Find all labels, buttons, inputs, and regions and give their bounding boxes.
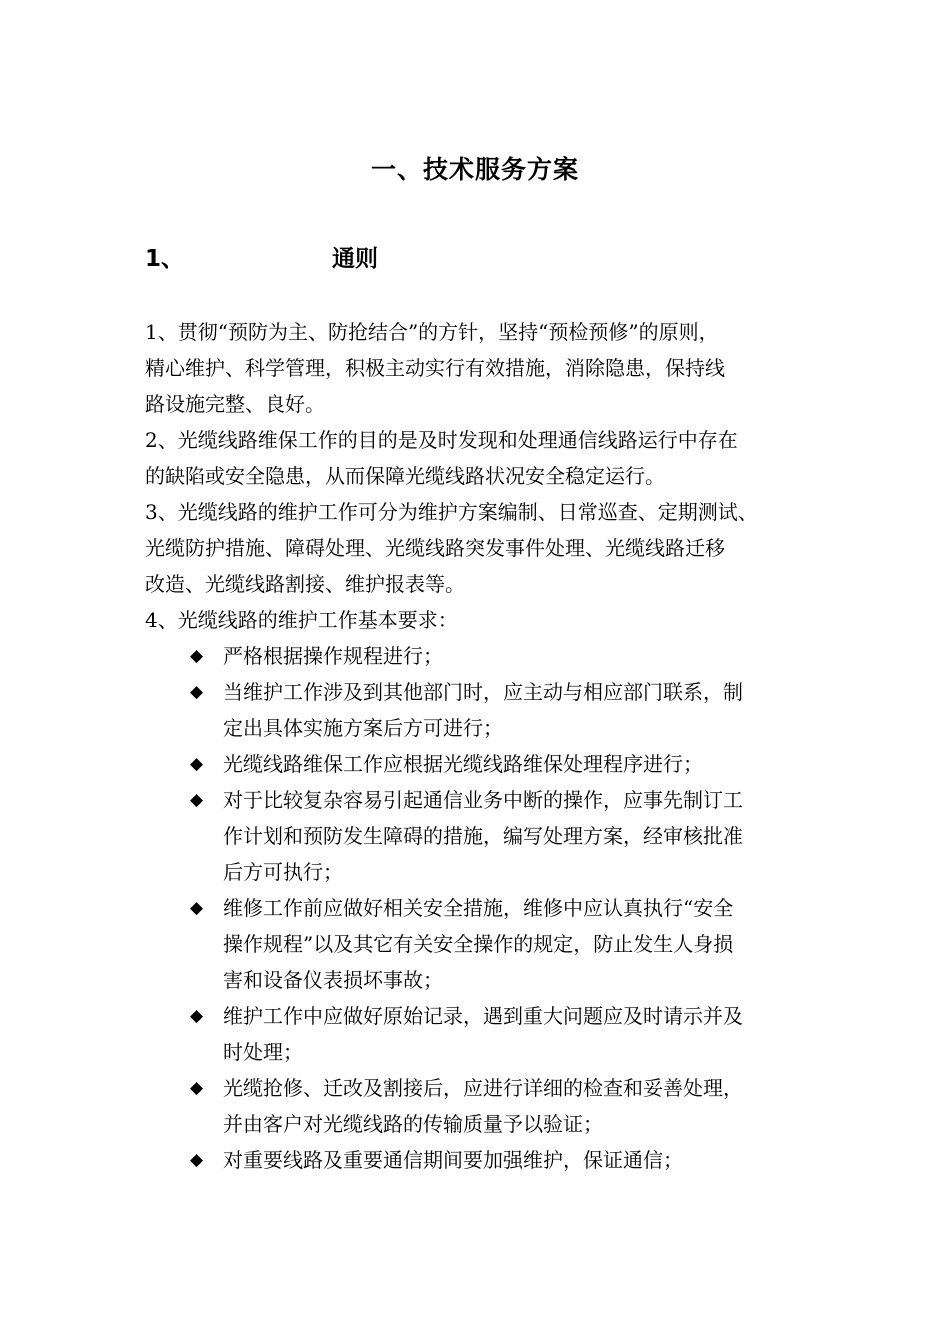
diamond-bullet-icon: ◆ <box>190 1006 204 1026</box>
document-title: 一、技术服务方案 <box>370 155 579 184</box>
list-item <box>190 1070 815 1142</box>
list-item <box>190 890 815 998</box>
paragraph-1 <box>145 314 825 422</box>
diamond-bullet-icon: ◆ <box>190 898 204 918</box>
list-item-line: 害和设备仪表损坏事故； <box>223 968 443 992</box>
list-item-line: 作计划和预防发生障碍的措施，编写处理方案，经审核批准 <box>223 824 743 848</box>
diamond-bullet-icon: ◆ <box>190 1078 204 1098</box>
section-number: 1、 <box>145 246 185 272</box>
list-item-line: 维护工作中应做好原始记录，遇到重大问题应及时请示并及 <box>223 1004 743 1028</box>
paragraph-line: 改造、光缆线路割接、维护报表等。 <box>145 572 465 596</box>
diamond-bullet-icon: ◆ <box>190 790 204 810</box>
document-body <box>145 314 825 1178</box>
list-item-line: 维修工作前应做好相关安全措施，维修中应认真执行“安全 <box>223 896 734 920</box>
paragraph-line: 路设施完整、良好。 <box>145 392 325 416</box>
list-item-line: 并由客户对光缆线路的传输质量予以验证； <box>223 1112 603 1136</box>
diamond-bullet-icon: ◆ <box>190 754 204 774</box>
paragraph-line: 精心维护、科学管理，积极主动实行有效措施，消除隐患，保持线 <box>145 356 725 380</box>
diamond-bullet-icon: ◆ <box>190 646 204 666</box>
paragraph-line: 4、光缆线路的维护工作基本要求： <box>145 608 458 632</box>
list-item <box>190 674 815 746</box>
diamond-bullet-icon: ◆ <box>190 682 204 702</box>
paragraph-line: 的缺陷或安全隐患，从而保障光缆线路状况安全稳定运行。 <box>145 464 665 488</box>
diamond-bullet-icon: ◆ <box>190 1150 204 1170</box>
list-item-line: 定出具体实施方案后方可进行； <box>223 716 503 740</box>
list-item <box>190 998 815 1070</box>
paragraph-2 <box>145 422 825 494</box>
list-item-line: 对重要线路及重要通信期间要加强维护，保证通信； <box>223 1148 683 1172</box>
section-name: 通则 <box>332 246 378 272</box>
list-item-line: 当维护工作涉及到其他部门时，应主动与相应部门联系，制 <box>223 680 743 704</box>
paragraph-line: 1、贯彻“预防为主、防抢结合”的方针，坚持“预检预修”的原则， <box>145 320 719 344</box>
paragraph-line: 2、光缆线路维保工作的目的是及时发现和处理通信线路运行中存在 <box>145 428 738 452</box>
list-item <box>190 638 815 674</box>
paragraph-3 <box>145 494 825 602</box>
list-item-line: 严格根据操作规程进行； <box>223 644 443 668</box>
list-item-line: 后方可执行； <box>223 860 343 884</box>
paragraph-line: 3、光缆线路的维护工作可分为维护方案编制、日常巡查、定期测试、 <box>145 500 758 524</box>
list-item <box>190 1142 815 1178</box>
list-item-line: 对于比较复杂容易引起通信业务中断的操作，应事先制订工 <box>223 788 743 812</box>
paragraph-4 <box>145 602 825 638</box>
paragraph-line: 光缆防护措施、障碍处理、光缆线路突发事件处理、光缆线路迁移 <box>145 536 725 560</box>
list-item-line: 光缆线路维保工作应根据光缆线路维保处理程序进行； <box>223 752 703 776</box>
list-item <box>190 746 815 782</box>
list-item-line: 光缆抢修、迁改及割接后，应进行详细的检查和妥善处理， <box>223 1076 743 1100</box>
list-item-line: 操作规程”以及其它有关安全操作的规定，防止发生人身损 <box>223 932 734 956</box>
requirements-list <box>145 638 815 1178</box>
list-item <box>190 782 815 890</box>
list-item-line: 时处理； <box>223 1040 303 1064</box>
